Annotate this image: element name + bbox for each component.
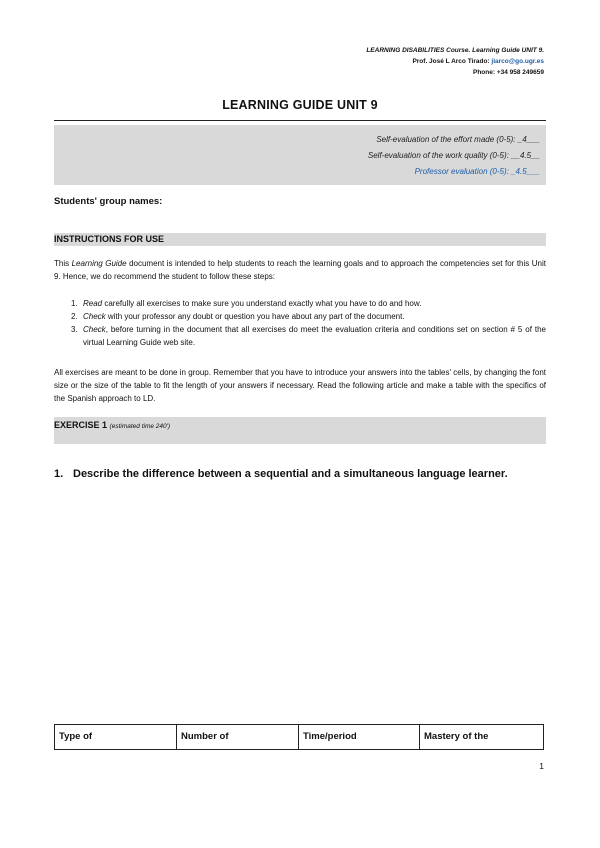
self-evaluation-quality: Self-evaluation of the work quality (0-5): __4.5__ — [367, 151, 540, 160]
page-title: LEARNING GUIDE UNIT 9 — [222, 98, 378, 112]
exercise-label: EXERCISE 1 — [54, 420, 108, 430]
table-header-cell[interactable]: Time/period — [299, 725, 420, 749]
learning-guide-term: Learning Guide — [71, 259, 127, 268]
professor-evaluation: Professor evaluation (0-5): _4.5___ — [414, 167, 540, 176]
course-line: LEARNING DISABILITIES Course. Learning Guide UNIT 9. — [366, 47, 544, 54]
evaluation-box — [54, 125, 546, 185]
self-evaluation-effort: Self-evaluation of the effort made (0-5): _4___ — [376, 135, 540, 144]
exercise-estimate: (estimated time 240') — [109, 423, 171, 430]
question-number: 1. — [54, 468, 64, 480]
exercise-heading — [54, 417, 546, 444]
instructions-closing: All exercises are meant to be done in group. Remember that you have to introduce your answers into the tables' cells, by changing the font size or the size of the table to fit the length of your answers if necessary. Read the following article and make a table with the specifics of the Spanish approach to LD. — [54, 368, 546, 403]
table-header-cell[interactable]: Type of — [55, 725, 177, 749]
question-1 — [54, 467, 546, 482]
table-header-cell[interactable]: Mastery of the — [424, 731, 489, 742]
document-header — [366, 45, 544, 78]
page-number: 1 — [539, 761, 544, 771]
instructions-heading: INSTRUCTIONS FOR USE — [54, 233, 546, 246]
email-link[interactable]: jlarco@go.ugr.es — [491, 58, 544, 65]
professor-line — [366, 56, 544, 67]
professor-label: Prof. José L Arco Tirado: — [412, 58, 492, 65]
question-text: Describe the difference between a sequential and a simultaneous language learner. — [73, 468, 508, 480]
group-names-label: Students' group names: — [54, 196, 163, 207]
instructions-steps — [54, 297, 546, 349]
instructions-intro: This Learning Guide document is intended to help students to reach the learning goals and to approach the competencies set for this Unit 9. Hence, we do recommend the student to follow these steps: — [54, 259, 546, 281]
title-divider — [54, 120, 546, 121]
table-header-cell[interactable]: Number of — [177, 725, 299, 749]
list-item: 3. Check, before turning in the document that all exercises do meet the evaluation criteria and conditions set on section # 5 of the virtual Learning Guide web site. — [71, 325, 546, 347]
answer-table — [54, 724, 544, 750]
list-item: 2. Check with your professor any doubt or question you have about any part of the document. — [71, 312, 405, 321]
phone-line: Phone: +34 958 249659 — [472, 69, 544, 76]
list-item: 1. Read carefully all exercises to make sure you understand exactly what you have to do and how. — [71, 299, 422, 308]
